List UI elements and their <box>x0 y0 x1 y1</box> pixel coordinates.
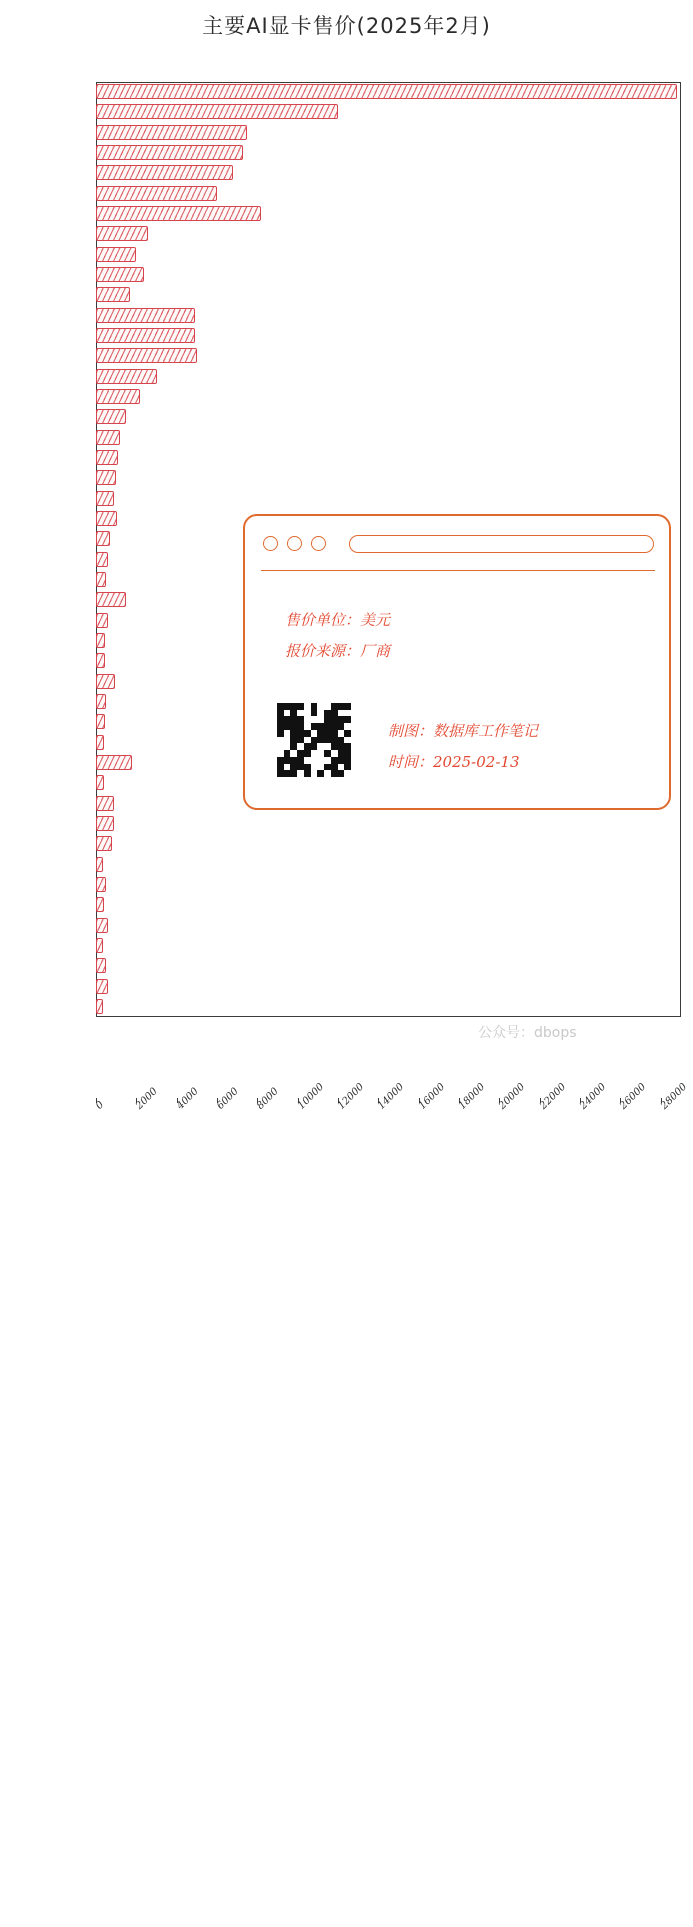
qr-cell <box>311 716 318 723</box>
bar-row <box>96 124 681 142</box>
qr-cell <box>331 750 338 757</box>
bar <box>96 613 108 628</box>
bar <box>96 287 130 302</box>
bar-row <box>96 225 681 243</box>
bar <box>96 348 197 363</box>
bar <box>96 84 677 99</box>
qr-cell <box>317 750 324 757</box>
bar-row <box>96 917 681 935</box>
bar <box>96 653 105 668</box>
x-axis-tick-label: 16000 <box>416 1081 448 1112</box>
x-axis-tick-label: 6000 <box>215 1086 241 1112</box>
qr-code-icon <box>277 703 351 777</box>
bar <box>96 979 108 994</box>
bar <box>96 206 261 221</box>
qr-cell <box>317 743 324 750</box>
bar <box>96 796 114 811</box>
bar-row <box>96 815 681 833</box>
bar <box>96 816 114 831</box>
bar-row <box>96 144 681 162</box>
bar-row <box>96 876 681 894</box>
bar-row <box>96 266 681 284</box>
qr-cell <box>284 737 291 744</box>
bar-row <box>96 307 681 325</box>
x-axis-tick-label: 10000 <box>295 1081 326 1112</box>
bar-row <box>96 347 681 365</box>
qr-cell <box>311 750 318 757</box>
bar <box>96 226 148 241</box>
annotation-line-author: 制图：数据库工作笔记 <box>388 722 539 740</box>
qr-cell <box>277 737 284 744</box>
bar-row <box>96 978 681 996</box>
bar <box>96 999 103 1014</box>
x-axis-tick-label: 20000 <box>497 1081 528 1112</box>
bar-row <box>96 998 681 1016</box>
x-axis-tick-label: 28000 <box>658 1081 690 1112</box>
bar <box>96 491 114 506</box>
qr-cell <box>290 750 297 757</box>
qr-cell <box>284 743 291 750</box>
x-axis-tick-label: 2000 <box>134 1086 161 1112</box>
qr-cell <box>304 716 311 723</box>
qr-cell <box>297 710 304 717</box>
qr-cell <box>324 757 331 764</box>
qr-cell <box>317 703 324 710</box>
bar-row <box>96 246 681 264</box>
qr-cell <box>304 710 311 717</box>
bar <box>96 958 106 973</box>
qr-cell <box>277 750 284 757</box>
qr-cell <box>304 703 311 710</box>
address-bar-shape <box>349 535 654 553</box>
bar <box>96 755 132 770</box>
x-axis-tick-label: 4000 <box>174 1086 201 1112</box>
x-axis-tick-label: 22000 <box>537 1081 569 1112</box>
bar-row <box>96 83 681 101</box>
bar-row <box>96 205 681 223</box>
bar <box>96 186 217 201</box>
bar <box>96 836 112 851</box>
annotation-line-date: 时间：2025-02-13 <box>388 753 520 771</box>
qr-cell <box>338 764 345 771</box>
bar <box>96 897 104 912</box>
bar-row <box>96 103 681 121</box>
qr-cell <box>344 770 351 777</box>
qr-cell <box>304 737 311 744</box>
qr-cell <box>344 737 351 744</box>
bar <box>96 165 233 180</box>
bar <box>96 145 243 160</box>
qr-cell <box>324 743 331 750</box>
bar <box>96 592 126 607</box>
qr-cell <box>317 757 324 764</box>
bar <box>96 735 104 750</box>
bar <box>96 369 157 384</box>
divider <box>261 570 655 571</box>
bar <box>96 450 118 465</box>
bar-row <box>96 408 681 426</box>
x-axis-tick-label: 14000 <box>376 1081 407 1112</box>
qr-cell <box>324 770 331 777</box>
qr-cell <box>344 723 351 730</box>
annotation-line-source: 报价来源：厂商 <box>285 642 391 660</box>
qr-cell <box>284 710 291 717</box>
qr-cell <box>311 770 318 777</box>
window-dots <box>263 536 326 551</box>
bar <box>96 674 115 689</box>
bar-row <box>96 368 681 386</box>
bar-row <box>96 164 681 182</box>
bar-row <box>96 429 681 447</box>
qr-cell <box>311 730 318 737</box>
qr-cell <box>338 730 345 737</box>
qr-cell <box>324 703 331 710</box>
bar <box>96 633 105 648</box>
bar <box>96 125 247 140</box>
window-dot-icon <box>287 536 302 551</box>
x-axis-tick-label: 8000 <box>255 1086 282 1112</box>
bar <box>96 857 103 872</box>
x-axis-tick-label: 0 <box>94 1099 107 1112</box>
bar-row <box>96 185 681 203</box>
bar <box>96 267 144 282</box>
bar <box>96 511 117 526</box>
qr-cell <box>304 723 311 730</box>
bar <box>96 918 108 933</box>
bar <box>96 775 104 790</box>
bar <box>96 430 120 445</box>
bar-row <box>96 469 681 487</box>
bar-row <box>96 388 681 406</box>
annotation-card <box>243 514 671 810</box>
watermark: 公众号：dbops <box>478 1025 577 1041</box>
bar-row <box>96 957 681 975</box>
x-axis-tick-label: 12000 <box>336 1081 367 1112</box>
qr-cell <box>338 710 345 717</box>
bar <box>96 877 106 892</box>
bar <box>96 938 103 953</box>
bar <box>96 409 126 424</box>
x-axis-tick-label: 18000 <box>457 1081 488 1112</box>
qr-cell <box>297 770 304 777</box>
qr-cell <box>311 764 318 771</box>
bar-row <box>96 896 681 914</box>
qr-cell <box>284 730 291 737</box>
bar <box>96 470 116 485</box>
qr-cell <box>277 743 284 750</box>
bar <box>96 389 140 404</box>
qr-cell <box>317 710 324 717</box>
annotation-line-currency: 售价单位：美元 <box>285 611 391 629</box>
window-dot-icon <box>263 536 278 551</box>
bar <box>96 104 338 119</box>
bar-row <box>96 937 681 955</box>
qr-cell <box>297 743 304 750</box>
bar <box>96 714 105 729</box>
bar <box>96 572 106 587</box>
bar <box>96 328 195 343</box>
qr-cell <box>284 764 291 771</box>
bar-row <box>96 327 681 345</box>
bar-row <box>96 490 681 508</box>
page-title: 主要AI显卡售价(2025年2月) <box>202 14 491 38</box>
qr-cell <box>311 757 318 764</box>
qr-cell <box>304 757 311 764</box>
bar-row <box>96 856 681 874</box>
bar <box>96 552 108 567</box>
qr-cell <box>344 710 351 717</box>
bar <box>96 531 110 546</box>
bar-row <box>96 286 681 304</box>
bar-row <box>96 449 681 467</box>
x-axis-tick-label: 24000 <box>578 1081 609 1112</box>
bar <box>96 308 195 323</box>
x-axis-tick-label: 26000 <box>618 1081 649 1112</box>
bar <box>96 694 106 709</box>
bar-row <box>96 835 681 853</box>
window-dot-icon <box>311 536 326 551</box>
bar <box>96 247 136 262</box>
qr-cell <box>317 764 324 771</box>
qr-cell <box>317 716 324 723</box>
